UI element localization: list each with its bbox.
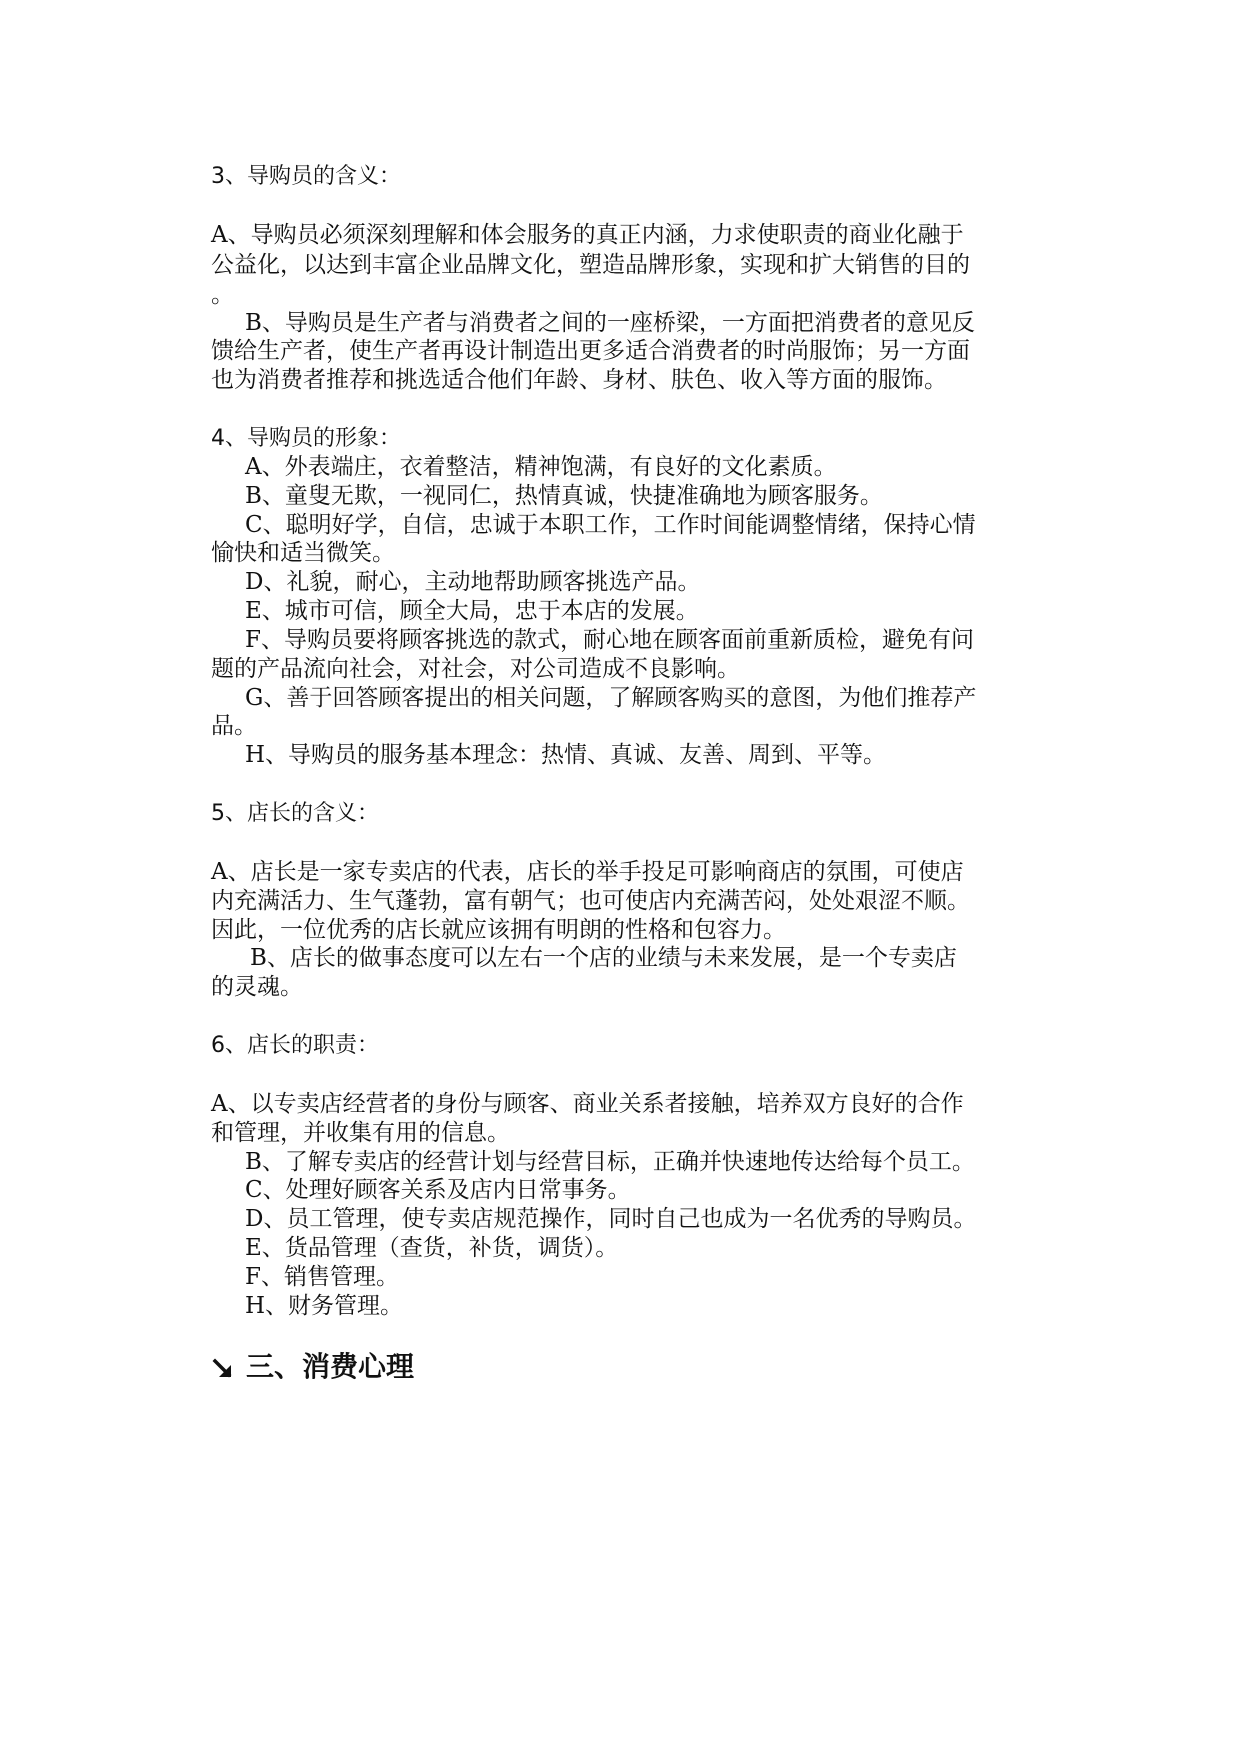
section-3-title: 3、导购员的含义： [211,164,401,189]
section-3-line-4: B、导购员是生产者与消费者之间的一座桥梁，一方面把消费者的意见反 [245,310,975,336]
section-3-line-1: A、导购员必须深刻理解和体会服务的真正内涵，力求使职责的商业化融于 [211,222,964,248]
section-3-line-6: 也为消费者推荐和挑选适合他们年龄、身材、肤色、收入等方面的服饰。 [211,367,947,393]
section-4-title: 4、导购员的形象： [211,426,401,451]
section-4-line-11: H、导购员的服务基本理念：热情、真诚、友善、周到、平等。 [245,742,887,768]
section-5-line-4: B、店长的做事态度可以左右一个店的业绩与未来发展，是一个专卖店 [250,945,957,971]
section-4-line-5: D、礼貌，耐心，主动地帮助顾客挑选产品。 [245,569,701,595]
section-3-line-5: 馈给生产者，使生产者再设计制造出更多适合消费者的时尚服饰；另一方面 [211,338,970,364]
section-5-line-3: 因此，一位优秀的店长就应该拥有明朗的性格和包容力。 [211,917,786,943]
section-5-title: 5、店长的含义： [211,801,379,826]
section-3-line-2: 公益化，以达到丰富企业品牌文化，塑造品牌形象，实现和扩大销售的目的 [211,252,970,278]
section-4-line-10: 品。 [211,713,257,739]
section-4-line-3: C、聪明好学，自信，忠诚于本职工作，工作时间能调整情绪，保持心情 [245,512,976,538]
section-5-line-5: 的灵魂。 [211,974,303,1000]
arrow-down-right-icon [211,1350,235,1381]
section-4-line-9: G、善于回答顾客提出的相关问题，了解顾客购买的意图，为他们推荐产 [245,685,977,711]
section-5-line-1: A、店长是一家专卖店的代表，店长的举手投足可影响商店的氛围，可使店 [211,859,964,885]
section-6-line-2: 和管理，并收集有用的信息。 [211,1120,510,1146]
chapter-title: 三、消费心理 [246,1350,415,1383]
section-6-line-7: F、销售管理。 [245,1264,399,1290]
section-4-line-6: E、城市可信，顾全大局，忠于本店的发展。 [245,598,699,624]
section-6-line-4: C、处理好顾客关系及店内日常事务。 [245,1177,631,1203]
section-4-line-1: A、外表端庄，衣着整洁，精神饱满，有良好的文化素质。 [245,454,837,480]
section-6-line-6: E、货品管理（查货，补货，调货）。 [245,1235,619,1261]
section-6-line-3: B、了解专卖店的经营计划与经营目标，正确并快速地传达给每个员工。 [245,1149,975,1175]
section-6-line-8: H、财务管理。 [245,1293,404,1319]
section-4-line-4: 愉快和适当微笑。 [211,540,395,566]
section-5-line-2: 内充满活力、生气蓬勃，富有朝气；也可使店内充满苦闷，处处艰涩不顺。 [211,888,970,914]
section-4-line-8: 题的产品流向社会，对社会，对公司造成不良影响。 [211,656,740,682]
section-4-line-7: F、导购员要将顾客挑选的款式，耐心地在顾客面前重新质检，避免有问 [245,627,974,653]
section-6-line-1: A、以专卖店经营者的身份与顾客、商业关系者接触，培养双方良好的合作 [211,1091,964,1117]
section-3-line-3: 。 [211,282,234,308]
section-6-line-5: D、员工管理，使专卖店规范操作，同时自己也成为一名优秀的导购员。 [245,1206,977,1232]
section-6-title: 6、店长的职责： [211,1033,379,1058]
section-4-line-2: B、童叟无欺，一视同仁，热情真诚，快捷准确地为顾客服务。 [245,483,883,509]
